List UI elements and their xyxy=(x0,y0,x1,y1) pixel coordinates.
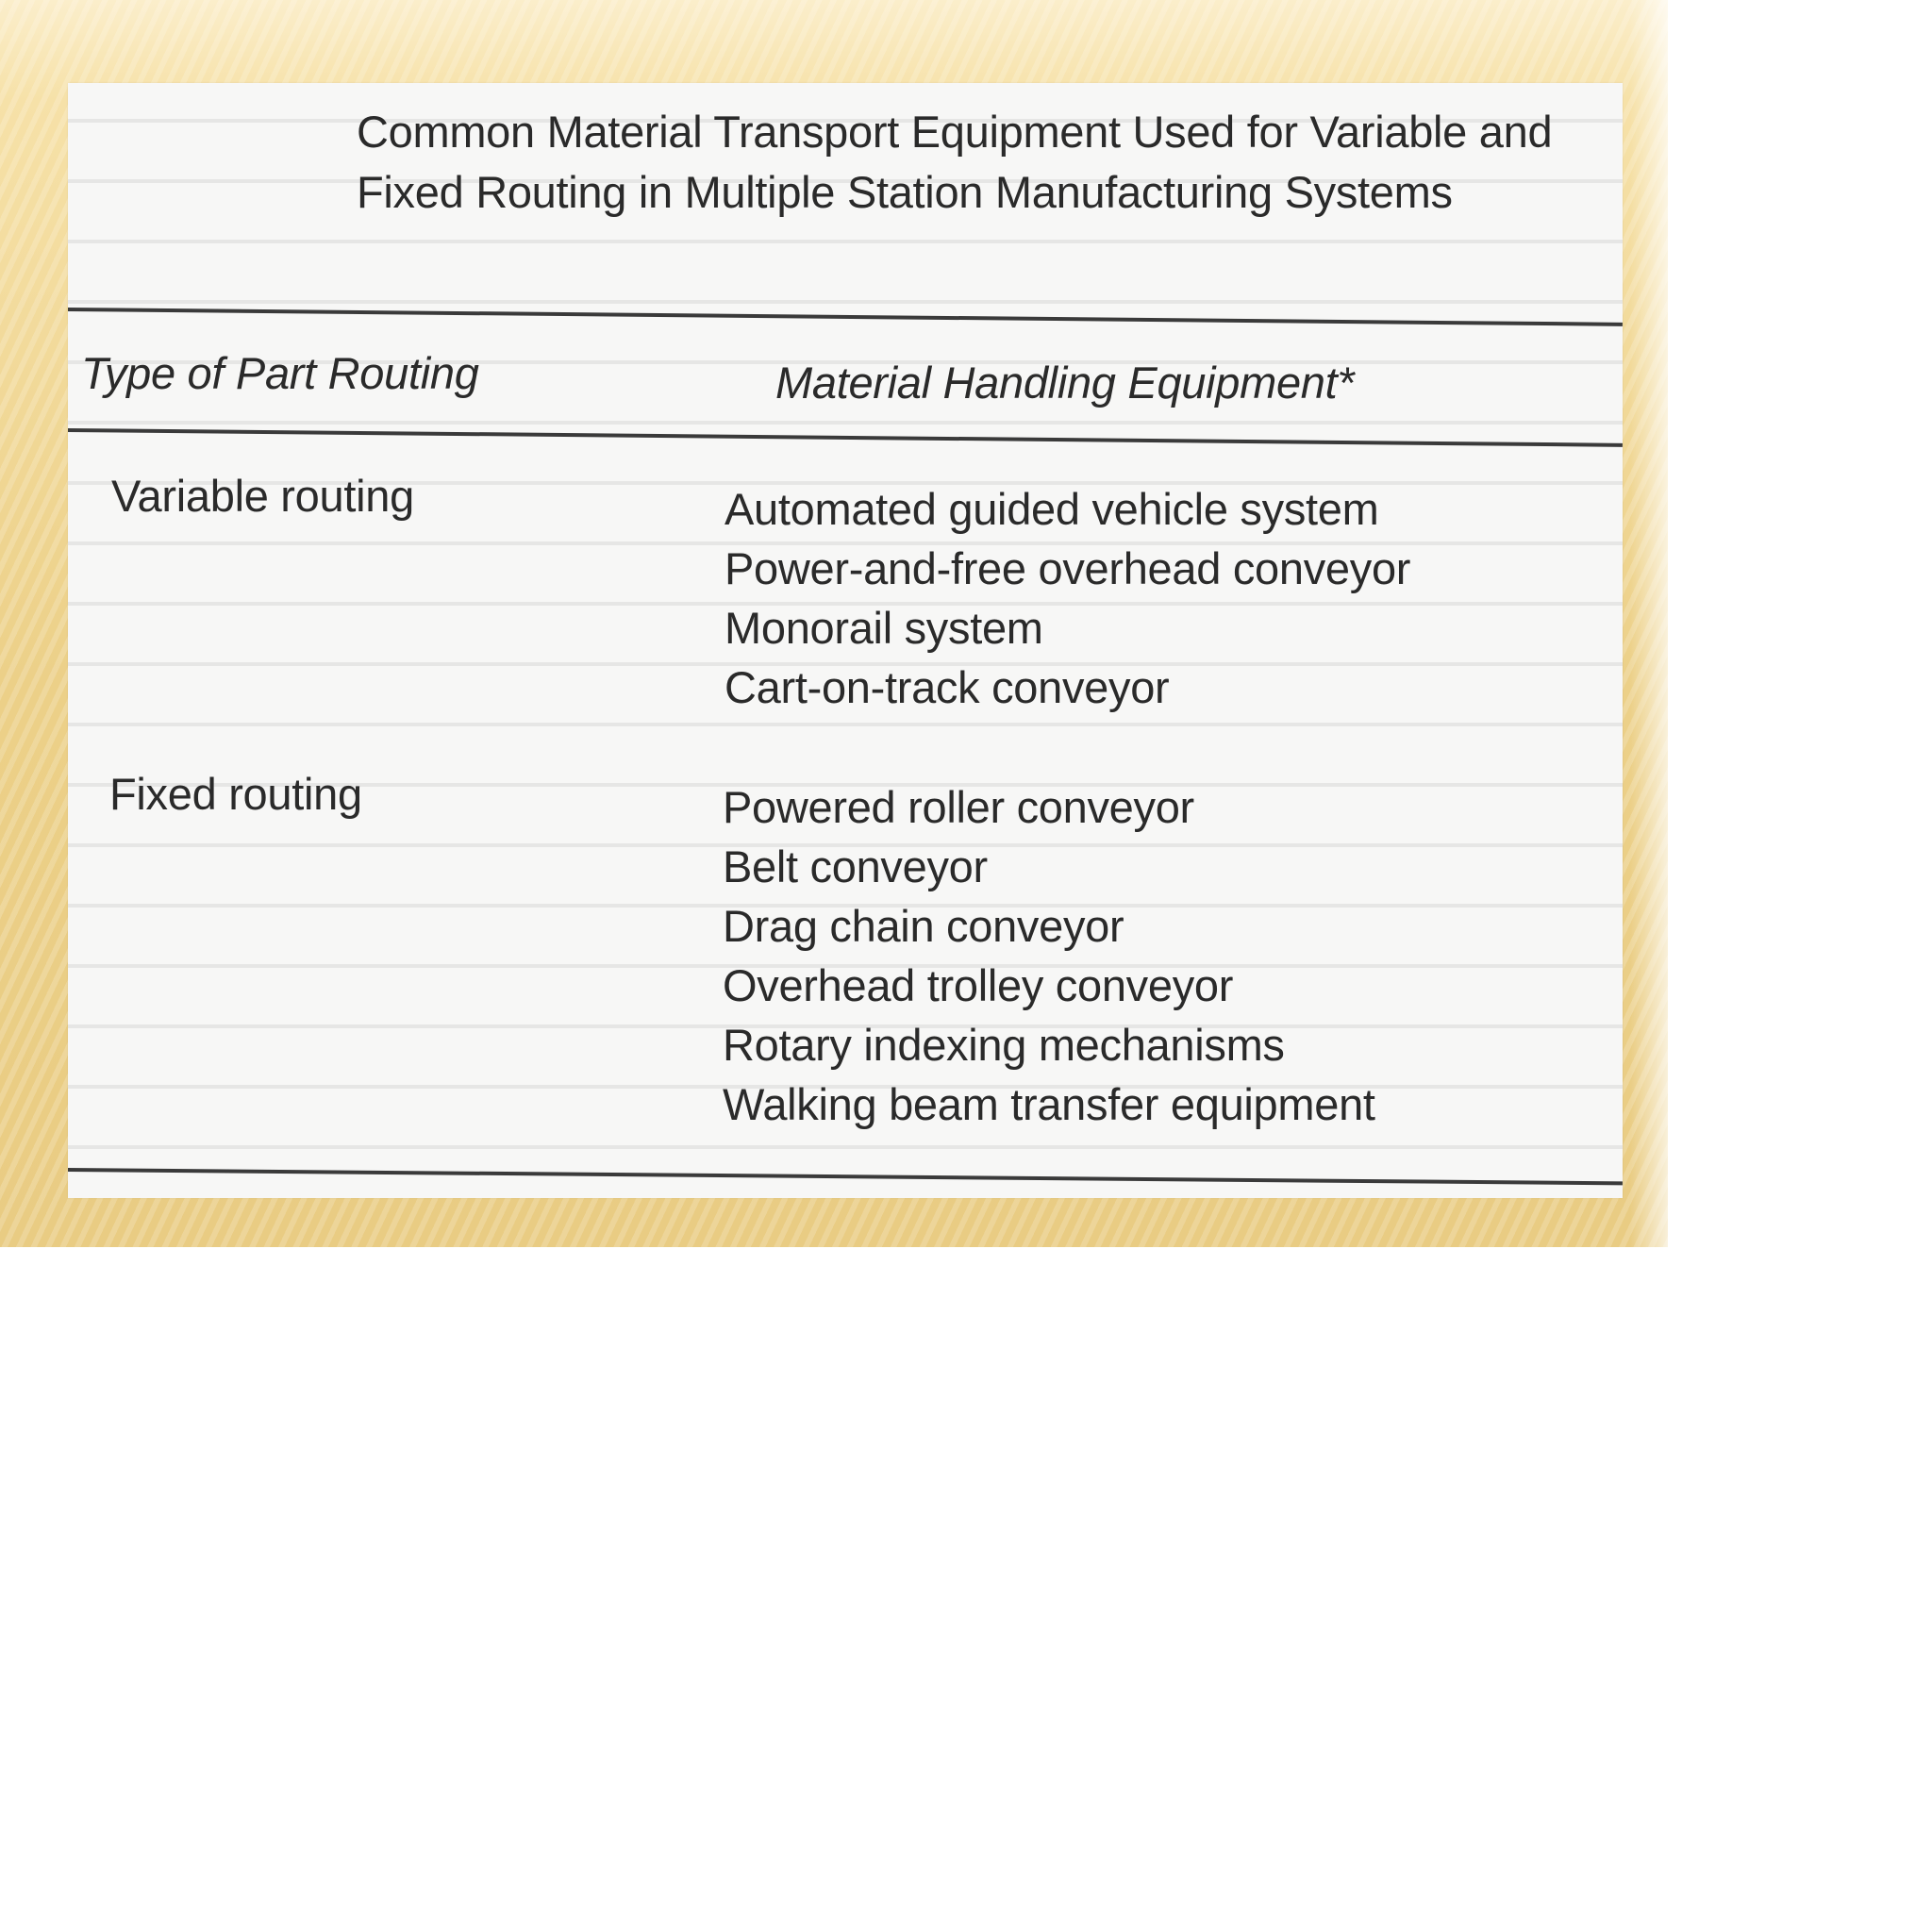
equipment-list-fixed xyxy=(723,777,1375,1134)
equipment-item: Walking beam transfer equipment xyxy=(723,1079,1375,1129)
routing-label-fixed: Fixed routing xyxy=(109,769,362,819)
column-header-equipment: Material Handling Equipment* xyxy=(775,358,1355,408)
top-rule xyxy=(68,308,1623,326)
scanned-table-image xyxy=(68,83,1623,1198)
equipment-item: Drag chain conveyor xyxy=(723,901,1124,951)
bottom-rule xyxy=(68,1168,1623,1185)
background-fade xyxy=(1630,0,1668,1247)
column-header-routing: Type of Part Routing xyxy=(81,348,479,398)
equipment-item: Monorail system xyxy=(724,603,1043,653)
equipment-item: Cart-on-track conveyor xyxy=(724,662,1170,712)
header-rule xyxy=(68,428,1623,447)
equipment-item: Belt conveyor xyxy=(723,841,988,891)
equipment-item: Power-and-free overhead conveyor xyxy=(724,543,1411,593)
routing-label-variable: Variable routing xyxy=(111,471,414,521)
equipment-item: Rotary indexing mechanisms xyxy=(723,1020,1285,1070)
equipment-item: Automated guided vehicle system xyxy=(724,484,1379,534)
table-caption: Common Material Transport Equipment Used for Variable and Fixed Routing in Multiple Station Manufacturing Systems xyxy=(357,107,1553,217)
equipment-list-variable xyxy=(724,479,1410,717)
equipment-item: Powered roller conveyor xyxy=(723,782,1194,832)
equipment-item: Overhead trolley conveyor xyxy=(723,960,1234,1010)
